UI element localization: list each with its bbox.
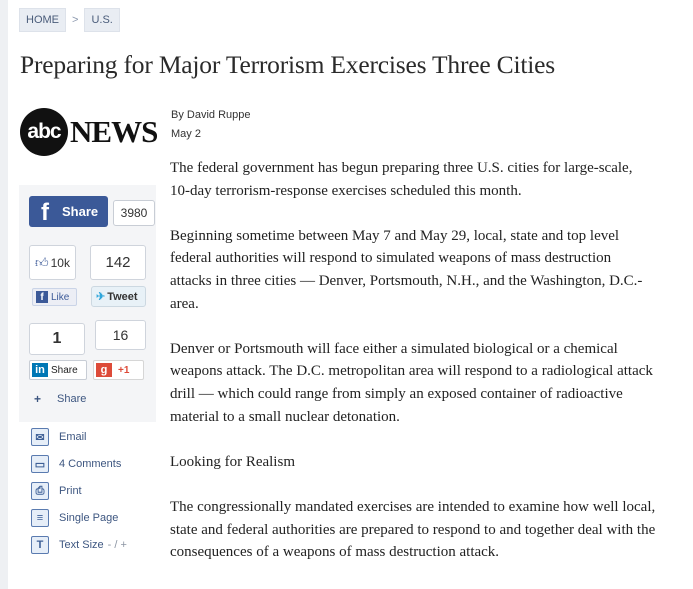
tweet-count: 142 [90,245,146,280]
email-label: Email [59,431,87,443]
text-size-buttons[interactable]: - / + [107,539,127,551]
more-share-label: Share [57,393,87,405]
breadcrumb-us[interactable]: U.S. [84,8,119,32]
email-link[interactable] [31,428,87,446]
linkedin-share-count: 1 [29,323,85,355]
abc-news-logo[interactable] [20,107,157,157]
article-body [170,157,656,586]
news-wordmark: NEWS [70,114,158,149]
facebook-share-count: 3980 [113,200,155,226]
article-paragraph: The federal government has begun preparing three U.S. cities for large-scale, 10-day terrorism-response exercises scheduled this month. [170,160,633,199]
linkedin-share-label: Share [51,364,78,376]
comments-label: 4 Comments [59,458,122,470]
facebook-like-count-box [29,245,76,280]
speech-bubble-icon: ▭ [31,455,49,473]
comments-link[interactable] [31,455,121,473]
plus-icon: + [34,392,42,406]
article-paragraph: The congressionally mandated exercises are intended to examine how well local, state and federal authorities are prepared to respond to and together deal with the consequences of a weapons of mass destruction attack. [170,498,656,561]
facebook-like-button[interactable] [32,288,77,306]
facebook-share-label: Share [62,204,99,219]
google-plus-label: +1 [118,364,130,376]
facebook-icon: f [36,291,48,303]
article-paragraph: Denver or Portsmouth will face either a simulated biological or a chemical weapons attack. The D.C. metropolitan area will respond to a radiological attack drill — which could range from simply an exposed container of radioactive material to a small nuclear detonation. [170,340,653,425]
page-icon: ≡ [31,509,49,527]
article-paragraph: Beginning sometime between May 7 and May 29, local, state and top level federal authorities will respond to simulated weapons of mass destruction attacks in three cities — Denver, Portsmouth, N.H., and the Washington, D.C.-area. [170,227,643,312]
print-link[interactable] [31,482,82,500]
text-size-icon: T [31,536,49,554]
envelope-icon: ✉ [31,428,49,446]
twitter-bird-icon: ✈︎ [96,291,106,303]
thumbs-up-icon: 👍︎ [35,254,49,270]
publish-date: May 2 [171,128,201,140]
abc-logo-circle: abc [20,108,68,156]
facebook-like-count: 10k [50,255,70,270]
left-border [0,0,8,589]
google-plus-button[interactable] [93,360,144,380]
article-subheading: Looking for Realism [170,453,295,470]
page-title: Preparing for Major Terrorism Exercises Three Cities [20,50,555,79]
text-size-control[interactable] [31,536,127,554]
single-page-link[interactable] [31,509,118,527]
byline: By David Ruppe [171,109,251,121]
tweet-button[interactable] [91,286,146,307]
breadcrumb-separator: > [72,14,79,26]
single-page-label: Single Page [59,512,119,524]
google-plus-count: 16 [95,320,146,350]
breadcrumb [19,8,120,32]
text-size-label: Text Size [59,539,104,551]
breadcrumb-home[interactable]: HOME [19,8,66,32]
tweet-label: Tweet [107,290,138,303]
print-label: Print [59,485,82,497]
facebook-share-button[interactable] [29,196,108,227]
google-plus-icon: g [96,363,112,377]
linkedin-share-button[interactable] [29,360,87,380]
facebook-like-label: Like [51,291,70,303]
printer-icon: ⎙ [31,482,49,500]
linkedin-icon: in [32,363,48,377]
facebook-icon: f [41,199,49,226]
more-share-link[interactable] [34,392,86,406]
